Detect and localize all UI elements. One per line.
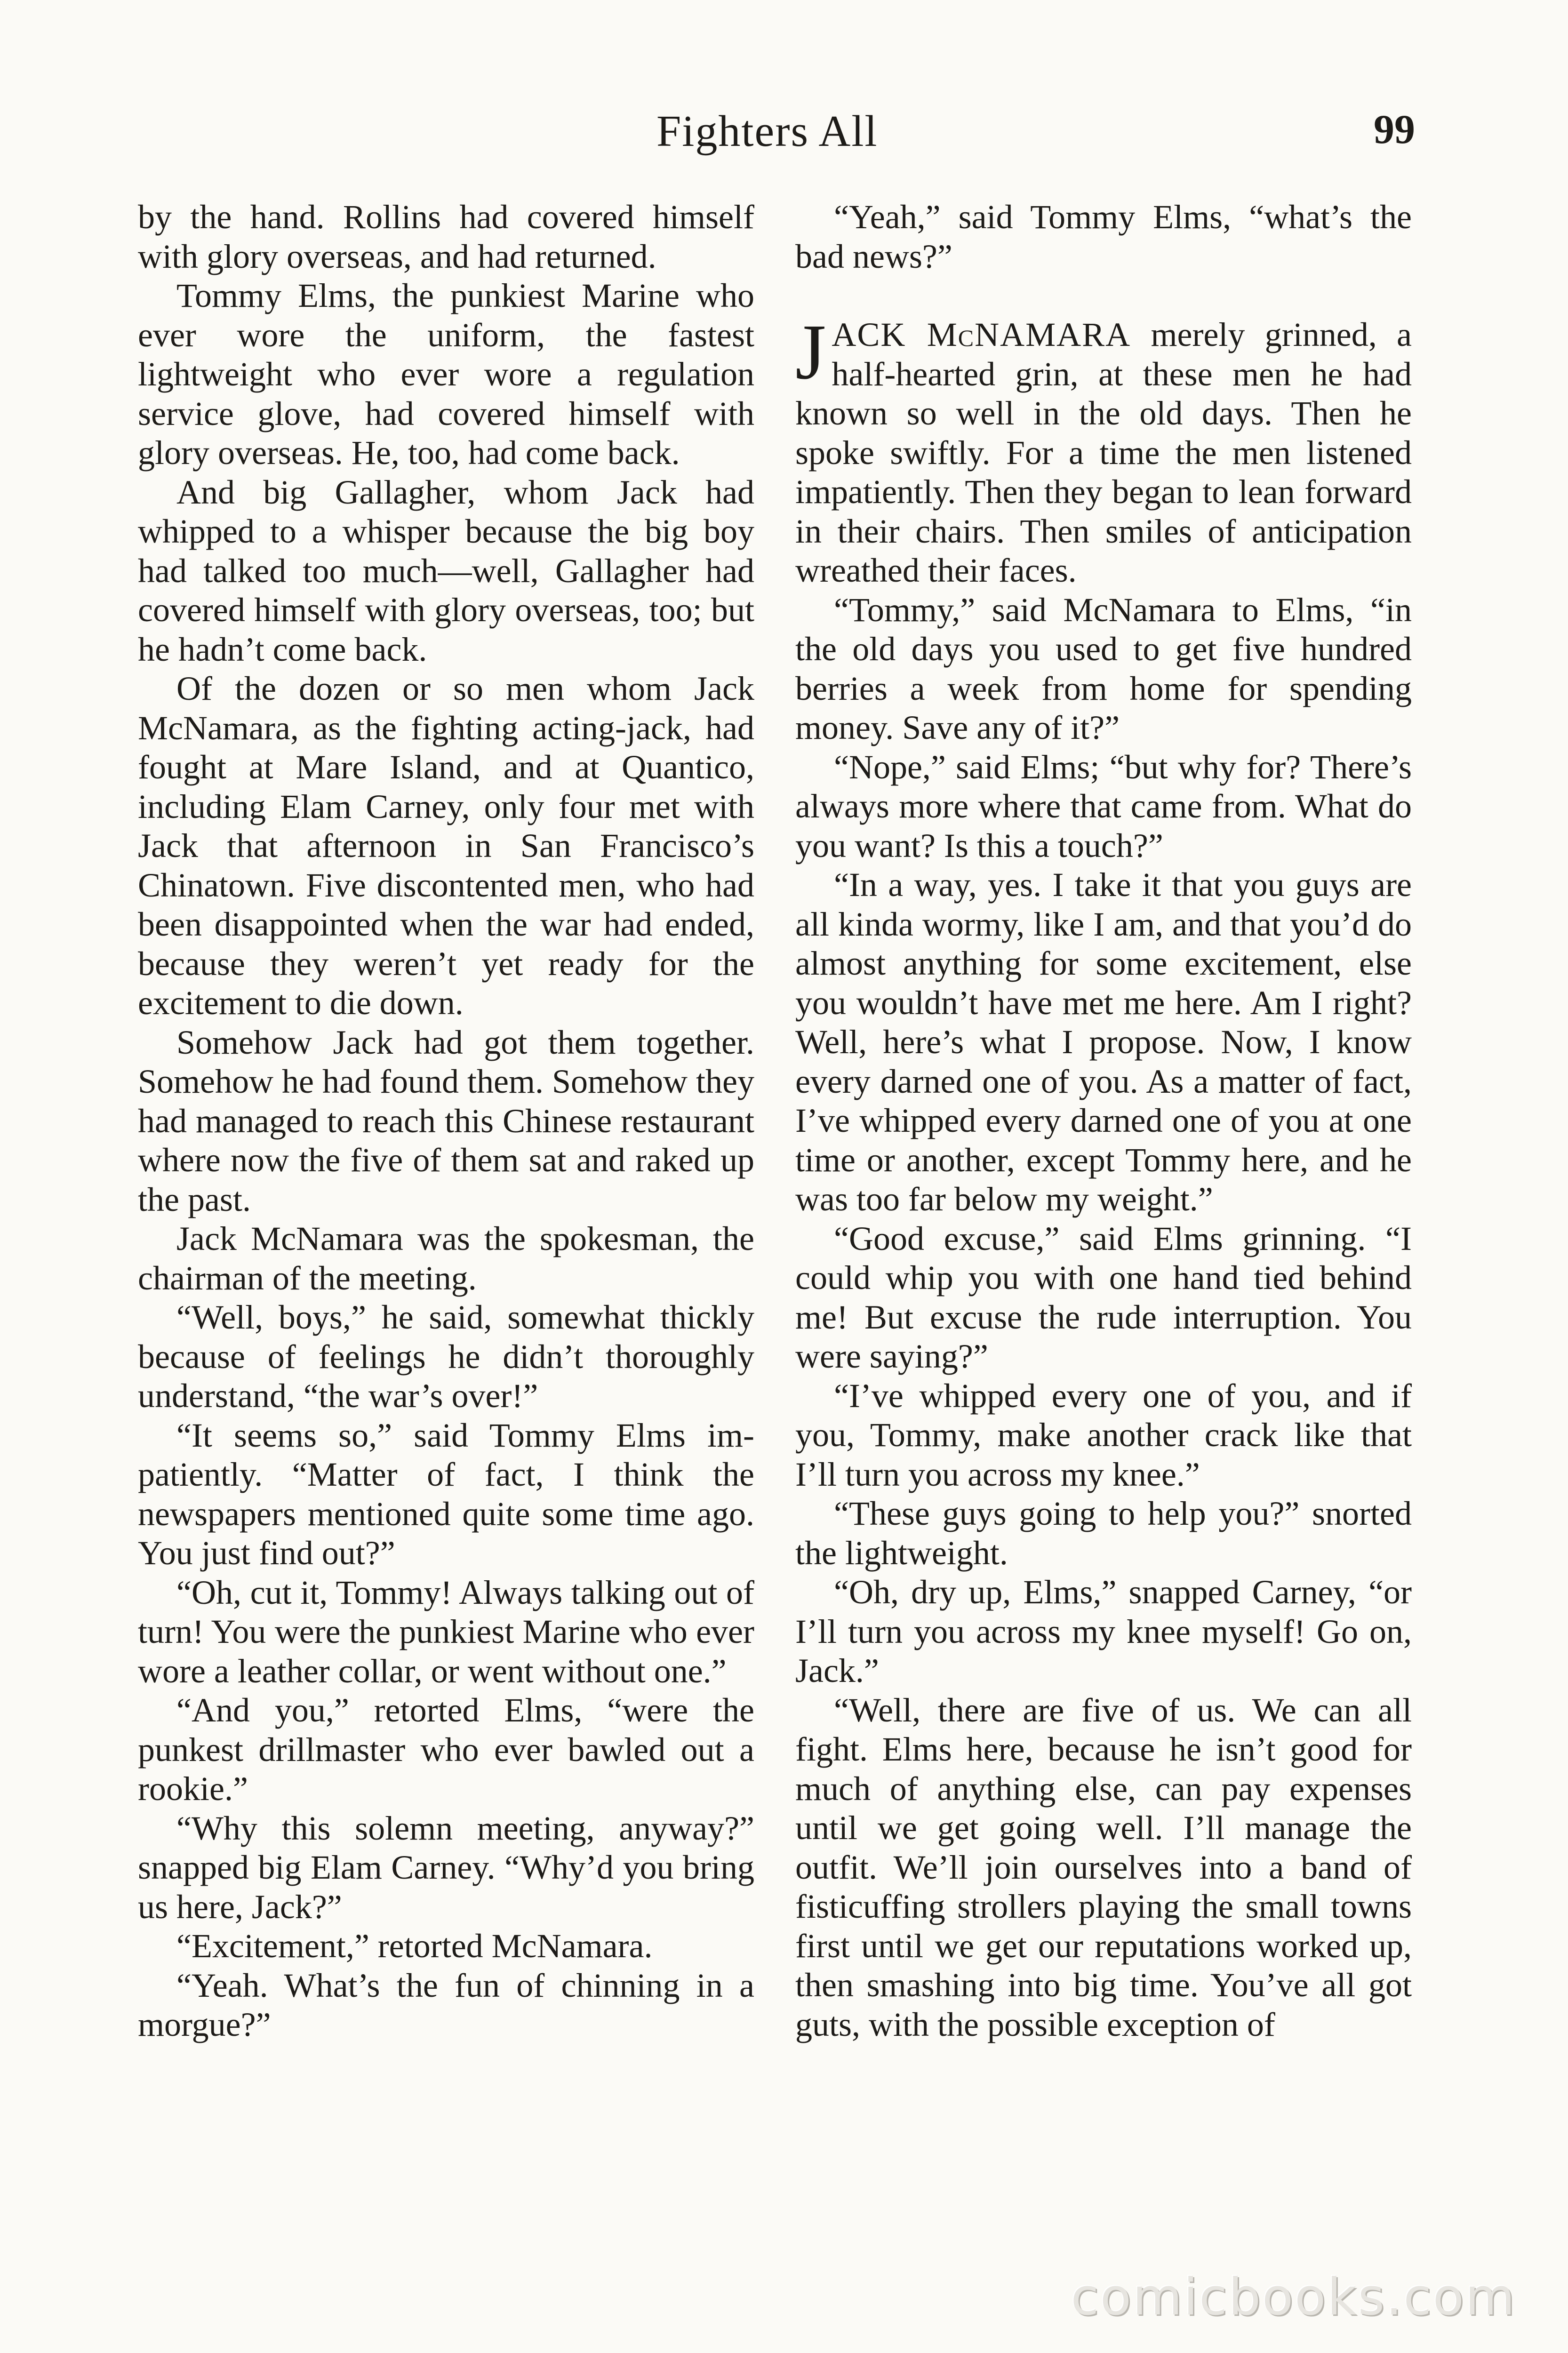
paragraph: Jack McNamara was the spokesman, the chairman of the meeting.: [138, 1220, 754, 1297]
paragraph: “Well, boys,” he said, somewhat thickly because of feelings he didn’t thoroughly understand, “the war’s over!”: [138, 1298, 754, 1415]
paragraph: by the hand. Rollins had covered himself with glory overseas, and had returned.: [138, 198, 754, 275]
paragraph: “Yeah. What’s the fun of chinning in a morgue?”: [138, 1966, 754, 2043]
paragraph: “Oh, dry up, Elms,” snapped Carney, “or I’ll turn you across my knee myself! Go on, Jack.”: [795, 1573, 1412, 1689]
section-lead-in: ACK McNAMARA: [832, 316, 1131, 353]
paragraph: “Tommy,” said McNamara to Elms, “in the old days you used to get five hundred berries a week from home for spending money. Save any of it?”: [795, 591, 1412, 746]
paragraph: Tommy Elms, the punkiest Marine who ever wore the uniform, the fastest lightweight who ever wore a regulation service glove, had covered himself with glory overseas. He, too, had come back.: [138, 277, 754, 472]
paragraph: “Oh, cut it, Tommy! Always talking out of turn! You were the punkiest Marine who ever wore a leather collar, or went without one.”: [138, 1573, 754, 1690]
paragraph: “Yeah,” said Tommy Elms, “what’s the bad news?”: [795, 198, 1412, 275]
paragraph: “These guys going to help you?” snorted the lightweight.: [795, 1495, 1412, 1572]
section-opening-paragraph: [795, 308, 1412, 591]
page-header: [0, 106, 1568, 172]
paragraph: “Why this solemn meeting, anyway?” snapped big Elam Carney. “Why’d you bring us here, Jack?”: [138, 1809, 754, 1926]
paragraph: Of the dozen or so men whom Jack McNamara, as the fighting acting-jack, had fought at Mare Island, and at Quantico, including Elam Carney, only four met with Jack that afternoon in San Francisco’s Chinatown. Five discontented men, who had been disappointed when the war had ended, because they weren’t yet ready for the excitement to die down.: [138, 670, 754, 1022]
running-title: Fighters All: [656, 107, 878, 156]
paragraph: “Excitement,” retorted McNamara.: [176, 1927, 653, 1965]
drop-cap: J: [795, 308, 826, 396]
paragraph: “I’ve whipped every one of you, and if you, Tommy, make another crack like that I’ll turn you across my knee.”: [795, 1377, 1412, 1493]
left-column: [138, 198, 754, 2045]
section-lead-text: merely grinned, a half-hearted grin, at these men he had known so well in the old days. Then he spoke swiftly. For a time the men listened impatiently. Then they began to lean forward in their chairs. Then smiles of anticipation wreathed their faces.: [795, 316, 1412, 589]
paragraph: “Well, there are five of us. We can all fight. Elms here, because he isn’t good for much of anything else, can pay expenses until we get going well. I’ll manage the outfit. We’ll join ourselves into a band of fisticuffing strollers playing the small towns first until we get our reputations worked up, then smashing into big time. You’ve all got guts, with the possible exception of: [795, 1691, 1412, 2043]
paragraph: “In a way, yes. I take it that you guys are all kinda wormy, like I am, and that you’d do almost anything for some excitement, else you wouldn’t have met me here. Am I right? Well, here’s what I propose. Now, I know every darned one of you. As a matter of fact, I’ve whipped every darned one of you at one time or another, except Tommy here, and he was too far below my weight.”: [795, 866, 1412, 1218]
page-number: 99: [1374, 107, 1415, 152]
paragraph: And big Gallagher, whom Jack had whipped to a whisper because the big boy had talked too much—well, Gallagher had covered himself with glory overseas, too; but he hadn’t come back.: [138, 473, 754, 668]
watermark: comicbooks.com: [1071, 2268, 1516, 2327]
paragraph: “And you,” retorted Elms, “were the punkest drillmaster who ever bawled out a rookie.”: [138, 1691, 754, 1808]
paragraph: Somehow Jack had got them together. Somehow he had found them. Somehow they had managed to reach this Chinese restaurant where now the five of them sat and raked up the past.: [138, 1023, 754, 1218]
paragraph: “Nope,” said Elms; “but why for? There’s always more where that came from. What do you want? Is this a touch?”: [795, 748, 1412, 864]
right-column: [795, 198, 1412, 2044]
paragraph: “It seems so,” said Tommy Elms impatiently. “Matter of fact, I think the newspapers mentioned quite some time ago. You just find out?”: [138, 1416, 754, 1572]
paragraph: “Good excuse,” said Elms grinning. “I could whip you with one hand tied behind me! But excuse the rude interruption. You were saying?”: [795, 1219, 1412, 1375]
